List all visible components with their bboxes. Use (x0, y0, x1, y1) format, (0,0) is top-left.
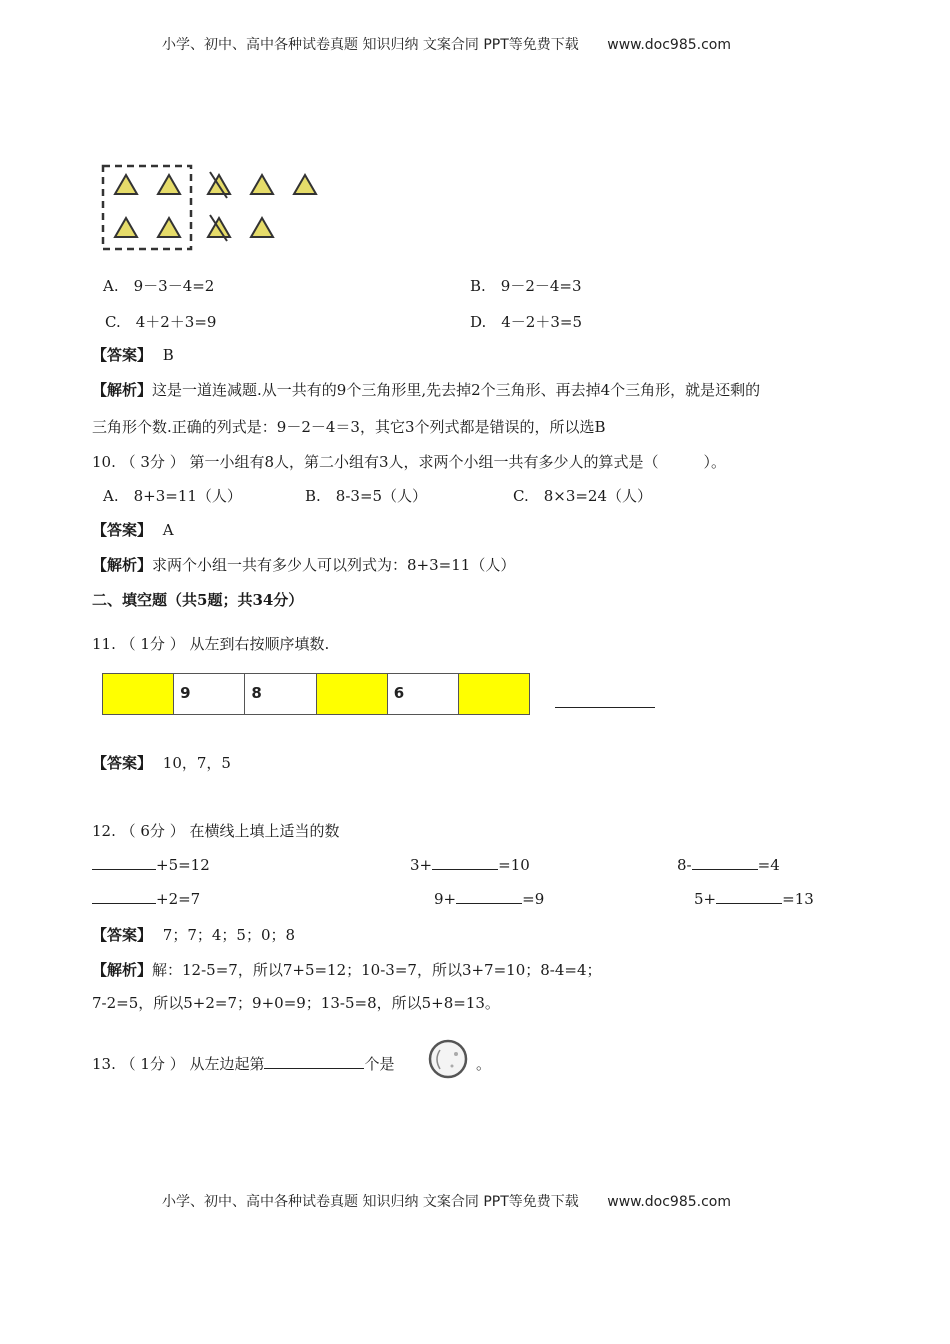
footer-site: www.doc985.com (607, 1194, 731, 1210)
answer-value: 10，7，5 (162, 754, 231, 772)
page-footer (162, 1191, 731, 1211)
answer-label: 【答案】 (92, 926, 153, 944)
triangle (158, 218, 180, 237)
answer-label: 【答案】 (92, 754, 153, 772)
section-title: 二、填空题（共5题；共34分） (92, 591, 304, 609)
answer-value: 7；7；4；5；0；8 (162, 926, 296, 944)
triangle (158, 175, 180, 194)
page-header (162, 34, 731, 54)
header-text: 小学、初中、高中各种试卷真题 知识归纳 文案合同 PPT等免费下载 (162, 37, 579, 53)
q9-option-d: D. 4－2＋3=5 (470, 313, 583, 331)
q12-analysis-line1 (92, 959, 602, 980)
equation-text: =9 (522, 890, 545, 908)
triangle (294, 175, 316, 194)
q12-equation (92, 889, 200, 908)
equation-text: =13 (782, 890, 814, 908)
q13-stem-end: 。 (476, 1055, 492, 1073)
strip-cell: 9 (174, 674, 245, 714)
equation-text: 3+ (410, 856, 433, 874)
equation-text: +5=12 (156, 856, 210, 874)
answer-value: A (162, 521, 174, 539)
q11-answer (92, 752, 231, 773)
equation-text: 9+ (434, 890, 457, 908)
equation-text: 5+ (694, 890, 717, 908)
analysis-text: 这是一道连减题.从一共有的9个三角形里,先去掉2个三角形、再去掉4个三角形，就是还剩的 (152, 381, 761, 399)
answer-label: 【答案】 (92, 521, 153, 539)
fill-blank[interactable] (692, 855, 758, 870)
q12-equation (410, 855, 530, 874)
fill-blank[interactable] (432, 855, 498, 870)
strip-cell-blank (459, 674, 529, 714)
q12-equation (434, 889, 544, 908)
triangle (251, 218, 273, 237)
analysis-text: 解：12-5=7，所以7+5=12；10-3=7，所以3+7=10；8-4=4； (152, 961, 602, 979)
stem-text: 个是 (364, 1055, 395, 1073)
equation-text: +2=7 (156, 890, 201, 908)
triangle (115, 218, 137, 237)
q12-answer (92, 924, 295, 945)
fill-blank[interactable] (264, 1054, 364, 1069)
q10-stem: 10. （ 3分 ） 第一小组有8人，第二小组有3人，求两个小组一共有多少人的算式是（ ）。 (92, 453, 727, 471)
q10-option-c: C. 8×3=24（人） (513, 487, 653, 505)
fill-blank[interactable] (716, 889, 782, 904)
equation-text: =4 (757, 856, 780, 874)
strip-cell: 6 (388, 674, 459, 714)
q9-analysis-line2: 三角形个数.正确的列式是：9－2－4＝3，其它3个列式都是错误的，所以选B (92, 418, 606, 436)
q12-stem: 12. （ 6分 ） 在横线上填上适当的数 (92, 822, 340, 840)
q9-analysis-line1 (92, 379, 760, 400)
answer-label: 【答案】 (92, 346, 153, 364)
answer-value: B (162, 346, 174, 364)
q10-option-b: B. 8-3=5（人） (305, 487, 428, 505)
strip-cell-blank (317, 674, 388, 714)
footer-text: 小学、初中、高中各种试卷真题 知识归纳 文案合同 PPT等免费下载 (162, 1194, 579, 1210)
equation-text: 8- (677, 856, 692, 874)
q9-answer (92, 344, 174, 365)
q9-option-b: B. 9－2－4=3 (470, 277, 582, 295)
strip-cell: 8 (245, 674, 316, 714)
q9-option-a: A. 9－3－4=2 (103, 277, 215, 295)
triangle (115, 175, 137, 194)
analysis-label: 【解析】 (92, 381, 153, 399)
q12-analysis-line2: 7-2=5，所以5+2=7；9+0=9；13-5=8，所以5+8=13。 (92, 994, 500, 1012)
moon-ball-icon (426, 1038, 472, 1080)
q12-equation (92, 855, 210, 874)
analysis-text: 求两个小组一共有多少人可以列式为：8+3=11（人） (152, 556, 516, 574)
q10-option-a: A. 8+3=11（人） (103, 487, 242, 505)
triangles-figure (95, 158, 335, 258)
q11-answer-blank[interactable] (555, 707, 655, 708)
stem-text: 13. （ 1分 ） 从左边起第 (92, 1055, 265, 1073)
fill-blank[interactable] (456, 889, 522, 904)
triangle (251, 175, 273, 194)
analysis-label: 【解析】 (92, 556, 153, 574)
analysis-label: 【解析】 (92, 961, 153, 979)
fill-blank[interactable] (92, 889, 156, 904)
header-site: www.doc985.com (607, 37, 731, 53)
q11-stem: 11. （ 1分 ） 从左到右按顺序填数. (92, 635, 330, 653)
number-strip (102, 673, 530, 715)
strip-cell-blank (103, 674, 174, 714)
fill-blank[interactable] (92, 855, 156, 870)
equation-text: =10 (498, 856, 530, 874)
q12-equation (694, 889, 814, 908)
q10-answer (92, 519, 174, 540)
q9-option-c: C. 4＋2＋3=9 (105, 313, 217, 331)
q12-equation (677, 855, 780, 874)
q13-stem (92, 1053, 395, 1074)
q10-analysis (92, 554, 515, 575)
